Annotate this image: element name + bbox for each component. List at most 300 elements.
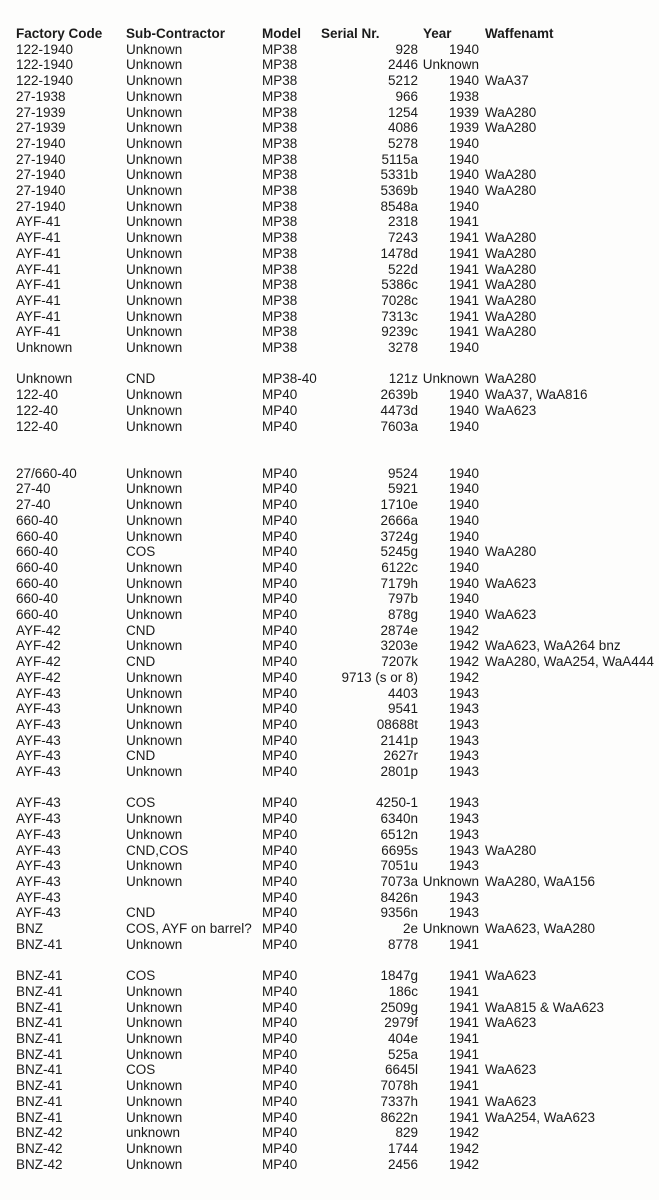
cell-year: 1943 [448, 732, 479, 748]
cell-factory-code: BNZ [16, 921, 43, 937]
cell-factory-code: BNZ-41 [16, 968, 63, 984]
cell-factory-code: AYF-41 [16, 308, 61, 324]
cell-model: MP38 [262, 167, 298, 183]
cell-year: 1940 [448, 402, 479, 418]
cell-waffenamt [479, 686, 659, 702]
cell-waffenamt [479, 1125, 659, 1141]
table-row [16, 968, 659, 984]
cell-year: Unknown [422, 921, 479, 937]
cell-waffenamt: WaA280 [485, 544, 537, 560]
cell-waffenamt: WaA280 [485, 167, 537, 183]
cell-sub-contractor: Unknown [126, 1015, 183, 1031]
cell-model: MP40 [262, 512, 298, 528]
cell-serial-nr: 7207k [381, 654, 418, 670]
table-header [16, 26, 659, 42]
cell-factory-code: BNZ-42 [16, 1125, 63, 1141]
cell-year: Unknown [422, 371, 479, 387]
cell-factory-code: AYF-43 [16, 716, 61, 732]
cell-waffenamt [479, 905, 659, 921]
cell-serial-nr: 4250-1 [375, 795, 418, 811]
cell-sub-contractor: Unknown [126, 292, 183, 308]
cell-factory-code: AYF-42 [16, 654, 61, 670]
cell-waffenamt: WaA280 [485, 308, 537, 324]
cell-waffenamt: WaA280, WaA254, WaA444 [485, 654, 654, 670]
cell-factory-code: 27/660-40 [16, 465, 77, 481]
cell-serial-nr: 7078h [380, 1078, 418, 1094]
cell-serial-nr: 2318 [387, 214, 418, 230]
cell-factory-code: 660-40 [16, 607, 59, 623]
cell-year: 1943 [448, 905, 479, 921]
cell-waffenamt [479, 811, 659, 827]
table-row [16, 984, 659, 1000]
cell-waffenamt [479, 717, 659, 733]
cell-waffenamt: WaA623 [485, 575, 537, 591]
cell-model: MP40 [262, 921, 298, 937]
table-row [16, 1047, 659, 1063]
cell-waffenamt [479, 419, 659, 435]
cell-serial-nr: 522d [387, 261, 418, 277]
cell-model: MP40 [262, 983, 298, 999]
table-row [16, 764, 659, 780]
cell-model: MP40 [262, 701, 298, 717]
cell-year: 1940 [448, 198, 479, 214]
cell-year: 1941 [448, 261, 479, 277]
cell-year: 1940 [448, 528, 479, 544]
table-row [16, 152, 659, 168]
cell-waffenamt [479, 199, 659, 215]
cell-sub-contractor: Unknown [126, 183, 183, 199]
cell-factory-code: AYF-43 [16, 905, 61, 921]
cell-year: 1942 [448, 1140, 479, 1156]
cell-serial-nr: 7051u [380, 858, 418, 874]
column-header-serial-nr: Serial Nr. [321, 26, 380, 41]
cell-year: 1942 [448, 669, 479, 685]
cell-year: 1941 [448, 1109, 479, 1125]
cell-waffenamt [479, 984, 659, 1000]
cell-model: MP40 [262, 497, 298, 513]
table-row [16, 57, 659, 73]
cell-factory-code: AYF-43 [16, 685, 61, 701]
cell-sub-contractor: Unknown [126, 465, 183, 481]
table-row [16, 529, 659, 545]
cell-serial-nr: 3724g [380, 528, 418, 544]
cell-year: 1943 [448, 858, 479, 874]
table-row [16, 89, 659, 105]
cell-factory-code: AYF-43 [16, 826, 61, 842]
cell-serial-nr: 5921 [387, 481, 418, 497]
cell-sub-contractor: Unknown [126, 245, 183, 261]
cell-waffenamt: WaA280, WaA156 [485, 873, 596, 889]
cell-serial-nr: 7073a [380, 873, 418, 889]
cell-serial-nr: 7313c [381, 308, 418, 324]
cell-waffenamt [479, 1157, 659, 1173]
cell-model: MP40 [262, 716, 298, 732]
cell-year: Unknown [422, 873, 479, 889]
cell-year: 1940 [448, 167, 479, 183]
cell-waffenamt [479, 733, 659, 749]
cell-year: 1943 [448, 826, 479, 842]
cell-sub-contractor: COS, AYF on barrel? [126, 921, 252, 937]
table-row [16, 340, 659, 356]
cell-sub-contractor: Unknown [126, 1093, 183, 1109]
cell-year: 1940 [448, 151, 479, 167]
cell-model: MP38 [262, 261, 298, 277]
cell-waffenamt [479, 89, 659, 105]
cell-sub-contractor: Unknown [126, 1140, 183, 1156]
cell-waffenamt [479, 795, 659, 811]
table-row [16, 795, 659, 811]
cell-model: MP40 [262, 858, 298, 874]
table-row [16, 591, 659, 607]
cell-sub-contractor: Unknown [126, 528, 183, 544]
table-row [16, 701, 659, 717]
cell-sub-contractor: Unknown [126, 983, 183, 999]
cell-model: MP40 [262, 418, 298, 434]
cell-model: MP40 [262, 1078, 298, 1094]
spacer-cell [16, 952, 659, 968]
table-row [16, 262, 659, 278]
cell-waffenamt: WaA280 [485, 261, 537, 277]
cell-model: MP38 [262, 120, 298, 136]
spacer-row [16, 780, 659, 796]
cell-year: 1940 [448, 607, 479, 623]
cell-model: MP40 [262, 732, 298, 748]
cell-model: MP40 [262, 999, 298, 1015]
cell-serial-nr: 8548a [380, 198, 418, 214]
cell-year: 1941 [448, 1015, 479, 1031]
table-row [16, 1015, 659, 1031]
cell-year: 1940 [448, 497, 479, 513]
cell-serial-nr: 2509g [380, 999, 418, 1015]
cell-sub-contractor: CND [126, 622, 156, 638]
table-row [16, 120, 659, 136]
table-row [16, 136, 659, 152]
spacer-cell [16, 356, 659, 372]
cell-serial-nr: 121z [388, 371, 418, 387]
table-row [16, 827, 659, 843]
table-row [16, 73, 659, 89]
cell-factory-code: BNZ-41 [16, 983, 63, 999]
table-body [16, 42, 659, 1173]
cell-year: 1940 [448, 591, 479, 607]
cell-factory-code: BNZ-41 [16, 999, 63, 1015]
cell-model: MP40 [262, 654, 298, 670]
cell-serial-nr: 928 [395, 41, 418, 57]
cell-year: 1943 [448, 795, 479, 811]
cell-factory-code: 27-1939 [16, 120, 66, 136]
cell-sub-contractor: Unknown [126, 104, 183, 120]
cell-year: 1940 [448, 41, 479, 57]
table-row [16, 1094, 659, 1110]
cell-serial-nr: 2874e [380, 622, 418, 638]
cell-serial-nr: 9524 [387, 465, 418, 481]
cell-waffenamt [479, 214, 659, 230]
cell-waffenamt: WaA623 [485, 1015, 537, 1031]
cell-serial-nr: 878g [387, 607, 418, 623]
cell-sub-contractor: CND,COS [126, 842, 189, 858]
spacer-row [16, 434, 659, 450]
cell-waffenamt: WaA280 [485, 324, 537, 340]
spacer-row [16, 952, 659, 968]
cell-year: 1943 [448, 889, 479, 905]
cell-model: MP40 [262, 1125, 298, 1141]
cell-model: MP38 [262, 73, 298, 89]
cell-serial-nr: 9713 (s or 8) [341, 669, 418, 685]
cell-waffenamt: WaA280 [485, 842, 537, 858]
cell-serial-nr: 5386c [381, 277, 418, 293]
table-row [16, 419, 659, 435]
cell-model: MP40 [262, 1093, 298, 1109]
cell-year: 1940 [448, 387, 479, 403]
cell-model: MP40 [262, 622, 298, 638]
cell-year: 1943 [448, 685, 479, 701]
cell-factory-code: AYF-41 [16, 230, 61, 246]
cell-model: MP38 [262, 214, 298, 230]
cell-sub-contractor: Unknown [126, 936, 183, 952]
cell-serial-nr: 9541 [387, 701, 418, 717]
production-table [16, 26, 659, 1172]
cell-waffenamt [479, 591, 659, 607]
cell-factory-code: BNZ-41 [16, 1015, 63, 1031]
cell-sub-contractor: COS [126, 795, 156, 811]
cell-year: 1941 [448, 1046, 479, 1062]
cell-factory-code: BNZ-41 [16, 1062, 63, 1078]
cell-serial-nr: 1254 [387, 104, 418, 120]
cell-year: 1943 [448, 716, 479, 732]
cell-year: 1941 [448, 1093, 479, 1109]
cell-model: MP40 [262, 889, 298, 905]
table-row [16, 843, 659, 859]
cell-serial-nr: 6340n [380, 811, 418, 827]
cell-waffenamt [479, 481, 659, 497]
cell-model: MP40 [262, 873, 298, 889]
cell-year: 1940 [448, 183, 479, 199]
cell-waffenamt: WaA280 [485, 120, 537, 136]
cell-model: MP40 [262, 685, 298, 701]
cell-model: MP40 [262, 638, 298, 654]
cell-model: MP38 [262, 151, 298, 167]
cell-year: 1940 [448, 481, 479, 497]
cell-model: MP40 [262, 764, 298, 780]
column-header-waffenamt: Waffenamt [485, 26, 554, 41]
cell-waffenamt [479, 1078, 659, 1094]
cell-waffenamt [479, 466, 659, 482]
cell-sub-contractor: Unknown [126, 999, 183, 1015]
table-row [16, 576, 659, 592]
table-row [16, 387, 659, 403]
cell-model: MP40 [262, 748, 298, 764]
table-row [16, 214, 659, 230]
cell-sub-contractor: Unknown [126, 1031, 183, 1046]
cell-model: MP40 [262, 1156, 298, 1172]
table-row [16, 513, 659, 529]
table-row [16, 670, 659, 686]
table-row [16, 277, 659, 293]
table-row [16, 717, 659, 733]
cell-year: 1941 [448, 214, 479, 230]
cell-year: 1941 [448, 1062, 479, 1078]
cell-year: 1942 [448, 1125, 479, 1141]
cell-model: MP40 [262, 387, 298, 403]
cell-factory-code: 27-1940 [16, 135, 66, 151]
cell-factory-code: 27-40 [16, 481, 51, 497]
cell-waffenamt [479, 670, 659, 686]
cell-model: MP40 [262, 575, 298, 591]
cell-serial-nr: 1744 [387, 1140, 418, 1156]
cell-serial-nr: 1847g [380, 968, 418, 984]
cell-model: MP40 [262, 1140, 298, 1156]
cell-sub-contractor: Unknown [126, 826, 183, 842]
cell-model: MP40 [262, 936, 298, 952]
cell-factory-code: BNZ-41 [16, 1078, 63, 1094]
cell-model: MP40 [262, 1062, 298, 1078]
cell-factory-code: BNZ-41 [16, 1093, 63, 1109]
cell-factory-code: AYF-42 [16, 622, 61, 638]
cell-serial-nr: 5115a [381, 151, 418, 167]
cell-serial-nr: 08688t [376, 716, 418, 732]
cell-factory-code: AYF-42 [16, 669, 61, 685]
cell-model: MP38 [262, 88, 298, 104]
column-header-model: Model [262, 26, 301, 41]
cell-year: 1941 [448, 936, 479, 952]
cell-year: 1940 [448, 559, 479, 575]
cell-sub-contractor: Unknown [126, 716, 183, 732]
table-row [16, 733, 659, 749]
cell-waffenamt: WaA280 [485, 277, 537, 293]
cell-factory-code: BNZ-41 [16, 1046, 63, 1062]
cell-waffenamt: WaA37 [485, 73, 529, 89]
cell-waffenamt: WaA254, WaA623 [485, 1109, 596, 1125]
table-row [16, 560, 659, 576]
cell-waffenamt [479, 136, 659, 152]
cell-factory-code: 122-40 [16, 418, 59, 434]
cell-serial-nr: 2141p [380, 732, 418, 748]
cell-year: 1943 [448, 811, 479, 827]
cell-serial-nr: 2627r [383, 748, 418, 764]
cell-serial-nr: 829 [395, 1125, 418, 1141]
cell-sub-contractor: Unknown [126, 418, 183, 434]
cell-sub-contractor: Unknown [126, 324, 183, 340]
cell-waffenamt [479, 1141, 659, 1157]
cell-model: MP38 [262, 198, 298, 214]
cell-model: MP40 [262, 481, 298, 497]
cell-sub-contractor: CND [126, 654, 156, 670]
cell-waffenamt: WaA280 [485, 371, 537, 387]
table-row [16, 638, 659, 654]
cell-factory-code: AYF-43 [16, 732, 61, 748]
cell-factory-code: AYF-43 [16, 842, 61, 858]
table-row [16, 748, 659, 764]
cell-sub-contractor: Unknown [126, 88, 183, 104]
cell-factory-code: AYF-43 [16, 858, 61, 874]
cell-factory-code: 27-1938 [16, 88, 66, 104]
table-row [16, 1110, 659, 1126]
cell-factory-code: AYF-43 [16, 873, 61, 889]
spacer-cell [16, 434, 659, 450]
cell-sub-contractor: CND [126, 748, 156, 764]
cell-factory-code: 660-40 [16, 512, 59, 528]
spacer-row [16, 450, 659, 466]
cell-factory-code: AYF-43 [16, 889, 61, 905]
cell-model: MP40 [262, 559, 298, 575]
cell-sub-contractor: Unknown [126, 214, 183, 230]
cell-factory-code: AYF-42 [16, 638, 61, 654]
cell-serial-nr: 4473d [380, 402, 418, 418]
table-row [16, 607, 659, 623]
cell-model: MP40 [262, 402, 298, 418]
cell-year: 1941 [448, 292, 479, 308]
table-row [16, 105, 659, 121]
cell-sub-contractor: COS [126, 968, 156, 984]
cell-factory-code: 660-40 [16, 575, 59, 591]
cell-waffenamt [479, 827, 659, 843]
cell-year: 1941 [448, 230, 479, 246]
cell-waffenamt [479, 560, 659, 576]
cell-sub-contractor: Unknown [126, 1046, 183, 1062]
table-row [16, 371, 659, 387]
column-header-sub-contractor: Sub-Contractor [126, 26, 225, 41]
cell-serial-nr: 525a [387, 1046, 418, 1062]
cell-factory-code: 122-40 [16, 387, 59, 403]
cell-serial-nr: 8622n [380, 1109, 418, 1125]
table-row [16, 874, 659, 890]
cell-serial-nr: 9356n [380, 905, 418, 921]
cell-waffenamt: WaA280 [485, 183, 537, 199]
table-row [16, 293, 659, 309]
cell-year: 1940 [448, 544, 479, 560]
cell-model: MP38 [262, 57, 298, 73]
cell-year: 1940 [448, 73, 479, 89]
cell-sub-contractor: Unknown [126, 512, 183, 528]
cell-sub-contractor: Unknown [126, 811, 183, 827]
cell-waffenamt: WaA623 [485, 1062, 537, 1078]
cell-sub-contractor: Unknown [126, 1078, 183, 1094]
cell-model: MP40 [262, 1015, 298, 1031]
cell-sub-contractor: Unknown [126, 497, 183, 513]
cell-model: MP38 [262, 292, 298, 308]
cell-serial-nr: 2456 [387, 1156, 418, 1172]
table-row [16, 183, 659, 199]
cell-factory-code: 660-40 [16, 559, 59, 575]
cell-waffenamt [479, 937, 659, 953]
cell-sub-contractor: Unknown [126, 167, 183, 183]
cell-serial-nr: 6122c [381, 559, 418, 575]
spacer-row [16, 356, 659, 372]
cell-serial-nr: 7603a [380, 418, 418, 434]
cell-sub-contractor: Unknown [126, 120, 183, 136]
cell-sub-contractor [126, 890, 262, 906]
cell-factory-code: 27-40 [16, 497, 51, 513]
cell-sub-contractor: unknown [126, 1125, 181, 1141]
cell-sub-contractor: Unknown [126, 591, 183, 607]
cell-waffenamt [479, 340, 659, 356]
cell-serial-nr: 5369b [380, 183, 418, 199]
cell-serial-nr: 1710e [380, 497, 418, 513]
cell-year: 1940 [448, 575, 479, 591]
cell-factory-code: AYF-43 [16, 764, 61, 780]
cell-sub-contractor: Unknown [126, 402, 183, 418]
cell-factory-code: BNZ-41 [16, 1109, 63, 1125]
cell-model: MP40 [262, 465, 298, 481]
cell-year: 1941 [448, 1078, 479, 1094]
cell-waffenamt [479, 890, 659, 906]
header-row [16, 26, 659, 42]
cell-factory-code: BNZ-42 [16, 1156, 63, 1172]
cell-year: 1941 [448, 983, 479, 999]
cell-year: 1941 [448, 1031, 479, 1046]
cell-sub-contractor: Unknown [126, 481, 183, 497]
cell-sub-contractor: Unknown [126, 151, 183, 167]
